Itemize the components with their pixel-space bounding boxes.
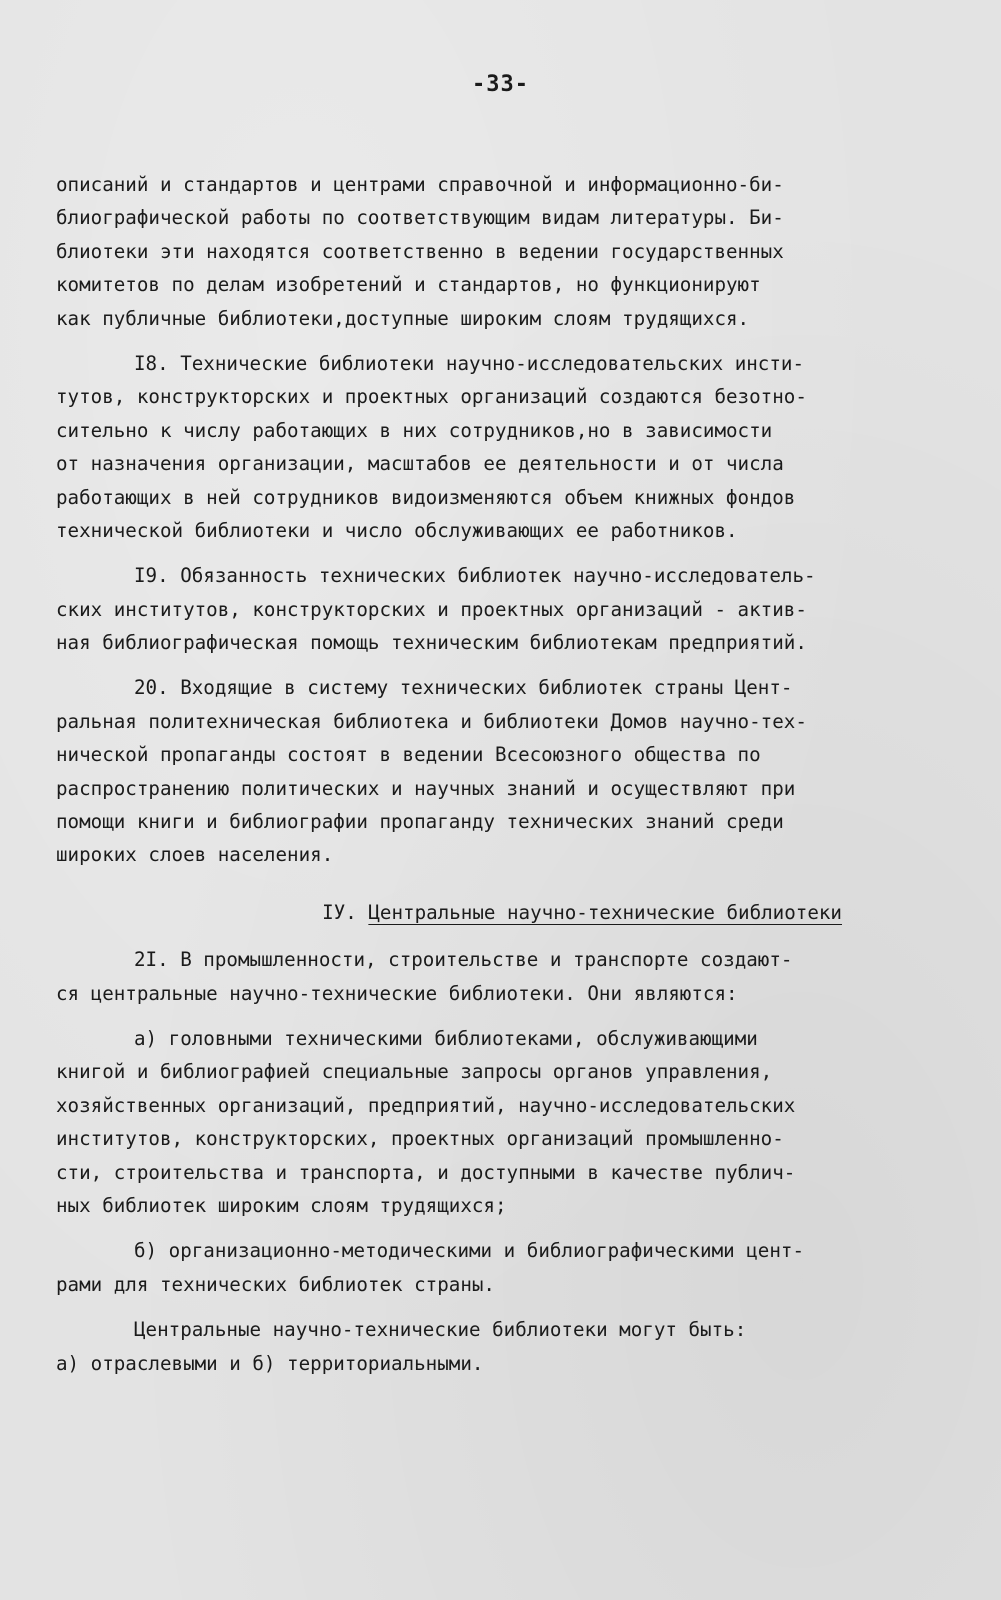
text-line: помощи книги и библиографии пропаганду технических знаний среди bbox=[56, 810, 784, 834]
section-heading bbox=[56, 896, 936, 929]
text-line: б) организационно-методическими и библиографическими цент- bbox=[134, 1239, 805, 1263]
text-line: нической пропаганды состоят в ведении Всесоюзного общества по bbox=[56, 743, 761, 767]
text-line: описаний и стандартов и центрами справочной и информационно-би- bbox=[56, 173, 784, 196]
text-line: ральная политехническая библиотека и библиотеки Домов научно-тех- bbox=[56, 709, 807, 733]
paragraph-item-a bbox=[56, 1022, 936, 1222]
text-line: 2I. В промышленности, строительстве и транспорте создают- bbox=[134, 948, 793, 972]
text-line: I8. Технические библиотеки научно-исследовательских инсти- bbox=[134, 351, 805, 375]
text-line: распространению политических и научных знаний и осуществляют при bbox=[56, 776, 796, 800]
text-line: как публичные библиотеки,доступные широким слоям трудящихся. bbox=[56, 306, 750, 330]
text-line: 20. Входящие в систему технических библиотек страны Цент- bbox=[134, 676, 793, 700]
text-line: ная библиографическая помощь техническим библиотекам предприятий. bbox=[56, 631, 807, 655]
text-line: Центральные научно-технические библиотеки могут быть: bbox=[134, 1318, 747, 1342]
page-number: -33- bbox=[472, 72, 529, 97]
paragraph-final bbox=[56, 1313, 936, 1380]
text-line: от назначения организации, масштабов ее деятельности и от числа bbox=[56, 452, 784, 476]
text-line: книгой и библиографией специальные запросы органов управления, bbox=[56, 1060, 773, 1084]
paragraph-21 bbox=[56, 943, 936, 1010]
paragraph-item-b bbox=[56, 1234, 936, 1301]
text-line: а) отраслевыми и б) территориальными. bbox=[56, 1351, 484, 1375]
text-line: комитетов по делам изобретений и стандартов, но функционируют bbox=[56, 273, 761, 297]
paragraph-19 bbox=[56, 559, 936, 659]
section-title: Центральные научно-технические библиотеки bbox=[368, 900, 842, 924]
section-number: IУ. bbox=[322, 900, 357, 924]
text-line: рами для технических библиотек страны. bbox=[56, 1272, 495, 1296]
text-line: институтов, конструкторских, проектных организаций промышленно- bbox=[56, 1127, 784, 1151]
text-line: сительно к числу работающих в них сотрудников,но в зависимости bbox=[56, 418, 773, 442]
text-line: ских институтов, конструкторских и проектных организаций - актив- bbox=[56, 597, 807, 621]
text-line: а) головными техническими библиотеками, обслуживающими bbox=[134, 1027, 758, 1050]
text-line: I9. Обязанность технических библиотек научно-исследователь- bbox=[134, 564, 816, 588]
text-line: блиографической работы по соответствующим видам литературы. Би- bbox=[56, 206, 784, 230]
text-line: блиотеки эти находятся соответственно в ведении государственных bbox=[56, 239, 784, 263]
text-line: тутов, конструкторских и проектных организаций создаются безотно- bbox=[56, 385, 807, 409]
text-line: хозяйственных организаций, предприятий, научно-исследовательских bbox=[56, 1093, 796, 1117]
text-line: ных библиотек широким слоям трудящихся; bbox=[56, 1193, 507, 1217]
paragraph-continuation bbox=[56, 168, 936, 335]
text-line: широких слоев населения. bbox=[56, 843, 334, 867]
paragraph-20 bbox=[56, 671, 936, 871]
document-body bbox=[56, 168, 936, 1392]
text-line: ся центральные научно-технические библиотеки. Они являются: bbox=[56, 981, 738, 1005]
paragraph-18 bbox=[56, 347, 936, 547]
text-line: технической библиотеки и число обслуживающих ее работников. bbox=[56, 518, 738, 542]
text-line: работающих в ней сотрудников видоизменяются объем книжных фондов bbox=[56, 485, 796, 509]
text-line: сти, строительства и транспорта, и доступными в качестве публич- bbox=[56, 1160, 796, 1184]
